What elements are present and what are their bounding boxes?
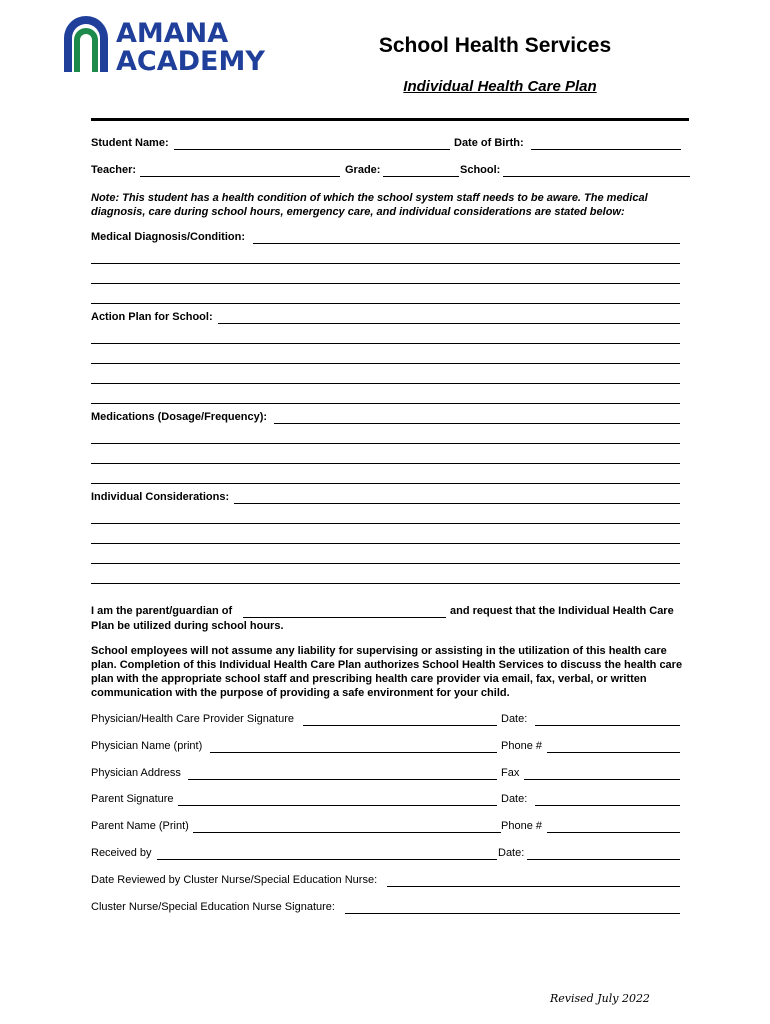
provider-date-field[interactable] <box>535 725 680 726</box>
physician-name-field[interactable] <box>210 752 497 753</box>
nurse-signature-label: Cluster Nurse/Special Education Nurse Signature: <box>91 901 335 913</box>
medications-field[interactable] <box>274 423 680 424</box>
considerations-line[interactable] <box>91 583 680 584</box>
medications-label: Medications (Dosage/Frequency): <box>91 411 268 423</box>
child-name-field[interactable] <box>243 617 446 618</box>
logo-line2: ACADEMY <box>116 46 265 77</box>
diagnosis-label: Medical Diagnosis/Condition: <box>91 231 246 243</box>
diagnosis-field[interactable] <box>253 243 680 244</box>
teacher-label: Teacher: <box>91 164 137 176</box>
logo-line1: AMANA <box>116 18 229 49</box>
guardian-prefix: I am the parent/guardian of <box>91 605 233 617</box>
parent-phone-field[interactable] <box>547 832 680 833</box>
medications-line[interactable] <box>91 463 680 464</box>
action-plan-line[interactable] <box>91 363 680 364</box>
provider-signature-field[interactable] <box>303 725 497 726</box>
date-reviewed-field[interactable] <box>387 886 680 887</box>
date-label: Date: <box>501 713 528 725</box>
diagnosis-line[interactable] <box>91 303 680 304</box>
guardian-line2: Plan be utilized during school hours. <box>91 620 284 632</box>
action-plan-label: Action Plan for School: <box>91 311 213 323</box>
student-name-label: Student Name: <box>91 137 169 149</box>
parent-name-label: Parent Name (Print) <box>91 820 189 832</box>
school-label: School: <box>460 164 501 176</box>
page-title: School Health Services <box>378 34 612 57</box>
medications-line[interactable] <box>91 443 680 444</box>
page-subtitle: Individual Health Care Plan <box>403 78 597 95</box>
action-plan-line[interactable] <box>91 343 680 344</box>
physician-address-label: Physician Address <box>91 767 181 779</box>
note-text: Note: This student has a health condition of which the school system staff needs to be aware. The medical diagnosis, care during school hours, emergency care, and individual considerations are stated below: <box>91 192 648 218</box>
received-date-field[interactable] <box>527 859 680 860</box>
disclaimer-text: School employees will not assume any liability for supervising or assisting in the utilization of this health care plan. Completion of this Individual Health Care Plan authorizes School Health Services to discuss the health care plan with the appropriate school staff and prescribing health care provider via email, fax, verbal, or written communication with the purpose of providing a safe environment for your child. <box>91 645 683 699</box>
amana-academy-logo <box>60 12 265 77</box>
teacher-field[interactable] <box>140 176 340 177</box>
nurse-signature-field[interactable] <box>345 913 680 914</box>
considerations-label: Individual Considerations: <box>91 491 230 503</box>
date-reviewed-label: Date Reviewed by Cluster Nurse/Special Education Nurse: <box>91 874 378 886</box>
received-by-field[interactable] <box>157 859 497 860</box>
student-name-field[interactable] <box>174 149 450 150</box>
considerations-field[interactable] <box>234 503 680 504</box>
diagnosis-line[interactable] <box>91 263 680 264</box>
grade-label: Grade: <box>345 164 381 176</box>
considerations-line[interactable] <box>91 543 680 544</box>
parent-date-field[interactable] <box>535 805 680 806</box>
fax-label: Fax <box>501 767 520 779</box>
arch-logo-icon <box>60 12 116 74</box>
considerations-line[interactable] <box>91 523 680 524</box>
parent-name-field[interactable] <box>193 832 501 833</box>
parent-signature-field[interactable] <box>178 805 497 806</box>
medications-line[interactable] <box>91 483 680 484</box>
school-field[interactable] <box>503 176 690 177</box>
diagnosis-line[interactable] <box>91 283 680 284</box>
date-label: Date: <box>498 847 525 859</box>
parent-signature-label: Parent Signature <box>91 793 174 805</box>
header-divider <box>91 118 689 121</box>
phone-label: Phone # <box>501 740 542 752</box>
grade-field[interactable] <box>383 176 459 177</box>
phone-label: Phone # <box>501 820 542 832</box>
dob-label: Date of Birth: <box>454 137 524 149</box>
guardian-suffix: and request that the Individual Health Care <box>450 605 674 617</box>
physician-address-field[interactable] <box>188 779 497 780</box>
dob-field[interactable] <box>531 149 681 150</box>
date-label: Date: <box>501 793 528 805</box>
physician-phone-field[interactable] <box>547 752 680 753</box>
fax-field[interactable] <box>524 779 680 780</box>
physician-name-label: Physician Name (print) <box>91 740 203 752</box>
provider-signature-label: Physician/Health Care Provider Signature <box>91 713 294 725</box>
revised-date: Revised July 2022 <box>550 992 650 1005</box>
received-by-label: Received by <box>91 847 152 859</box>
action-plan-field[interactable] <box>218 323 680 324</box>
action-plan-line[interactable] <box>91 383 680 384</box>
action-plan-line[interactable] <box>91 403 680 404</box>
considerations-line[interactable] <box>91 563 680 564</box>
